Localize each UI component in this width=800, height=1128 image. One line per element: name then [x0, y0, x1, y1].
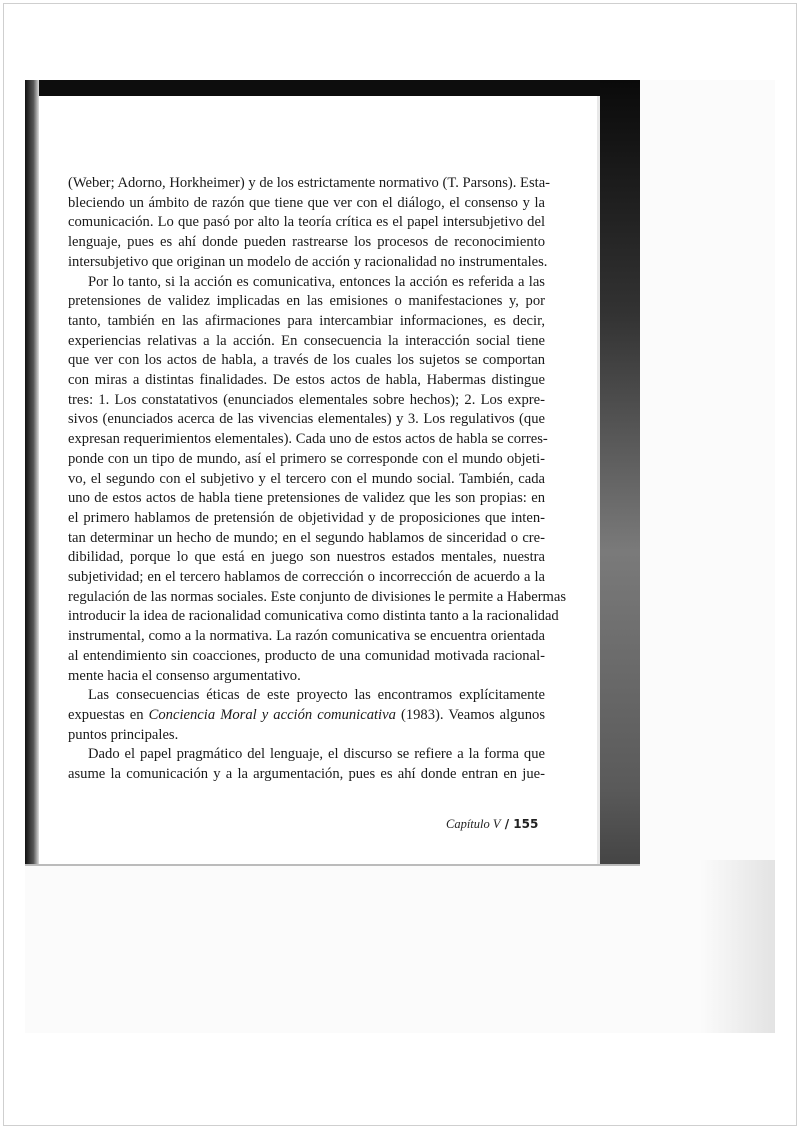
text-line: (Weber; Adorno, Horkheimer) y de los estrictamente normativo (T. Parsons). Esta-	[68, 175, 551, 191]
text-line: lenguaje, pues es ahí donde pueden rastrearse los procesos de reconocimiento	[68, 234, 545, 251]
text-line	[68, 706, 545, 726]
text-line: uno de estos actos de habla tiene pretensiones de validez que les son propias: en	[68, 490, 545, 507]
text-line: ponde con un tipo de mundo, así el primero se corresponde con el mundo objeti-	[68, 450, 545, 467]
footer-separator: /	[500, 817, 514, 831]
text-line: experiencias relativas a la acción. En consecuencia la interacción social tiene	[68, 332, 545, 349]
page-number: 155	[513, 817, 539, 831]
book-spine-shadow	[600, 80, 640, 866]
text-line: puntos principales.	[68, 726, 179, 743]
paragraph-4	[68, 745, 545, 784]
text-line: sivos (enunciados acerca de las vivencias elementales) y 3. Los regulativos (que	[68, 411, 545, 428]
text-fragment: expuestas en	[68, 706, 149, 723]
text-line: Las consecuencias éticas de este proyecto las encontramos explícitamente	[88, 687, 545, 704]
text-line: vo, el segundo con el subjetivo y el tercero con el mundo social. También, cada	[68, 470, 545, 487]
book-title: Conciencia Moral y acción comunicativa	[148, 706, 396, 723]
text-line: Por lo tanto, si la acción es comunicativa, entonces la acción es referida a las	[88, 273, 545, 290]
scan-left-edge	[25, 80, 39, 866]
page-bottom-edge	[25, 864, 640, 866]
text-line: expresan requerimientos elementales). Cada uno de estos actos de habla se corres-	[68, 431, 548, 448]
scan-top-shadow	[25, 80, 640, 96]
text-line: el primero hablamos de pretensión de objetividad y de proposiciones que inten-	[68, 509, 545, 526]
paragraph-1	[68, 174, 551, 273]
text-line: bleciendo un ámbito de razón que tiene que ver con el diálogo, el consenso y la	[68, 194, 545, 211]
text-line: intersubjetivo que originan un modelo de acción y racionalidad no instrumentales.	[68, 253, 548, 270]
paragraph-3	[68, 686, 545, 745]
text-line: regulación de las normas sociales. Este conjunto de divisiones le permite a Habermas	[68, 588, 567, 605]
scan-corner-shade	[700, 860, 775, 1033]
page-footer	[446, 817, 538, 832]
text-line: introducir la idea de racionalidad comunicativa como distinta tanto a la racionalidad	[68, 608, 559, 625]
text-line: tres: 1. Los constatativos (enunciados elementales sobre hechos); 2. Los expre-	[68, 391, 545, 408]
text-line: asume la comunicación y a la argumentación, pues es ahí donde entran en jue-	[68, 766, 545, 783]
paragraph-2	[68, 273, 567, 687]
chapter-label: Capítulo V	[446, 817, 501, 831]
text-line: subjetividad; en el tercero hablamos de corrección o incorrección de acuerdo a la	[68, 569, 545, 586]
text-line: al entendimiento sin coacciones, producto de una comunidad motivada racional-	[68, 647, 545, 664]
text-line: Dado el papel pragmático del lenguaje, el discurso se refiere a la forma que	[88, 746, 545, 763]
text-line: tan determinar un hecho de mundo; en el segundo hablamos de sinceridad o cre-	[68, 529, 545, 546]
text-line: mente hacia el consenso argumentativo.	[68, 667, 301, 684]
text-line: instrumental, como a la normativa. La razón comunicativa se encuentra orientada	[68, 628, 545, 645]
text-line: comunicación. Lo que pasó por alto la teoría crítica es el papel intersubjetivo del	[68, 214, 545, 231]
text-line: tanto, también en las afirmaciones para intercambiar informaciones, es decir,	[68, 312, 545, 329]
text-line: pretensiones de validez implicadas en las emisiones o manifestaciones y, por	[68, 293, 545, 310]
text-line: que ver con los actos de habla, a través de los cuales los sujetos se comportan	[68, 352, 545, 369]
text-fragment: (1983). Veamos algunos	[395, 706, 545, 723]
text-line: con miras a distintas finalidades. De estos actos de habla, Habermas distingue	[68, 372, 545, 389]
body-text	[68, 174, 567, 785]
text-line: dibilidad, porque lo que está en juego son nuestros estados mentales, nuestra	[68, 549, 545, 566]
